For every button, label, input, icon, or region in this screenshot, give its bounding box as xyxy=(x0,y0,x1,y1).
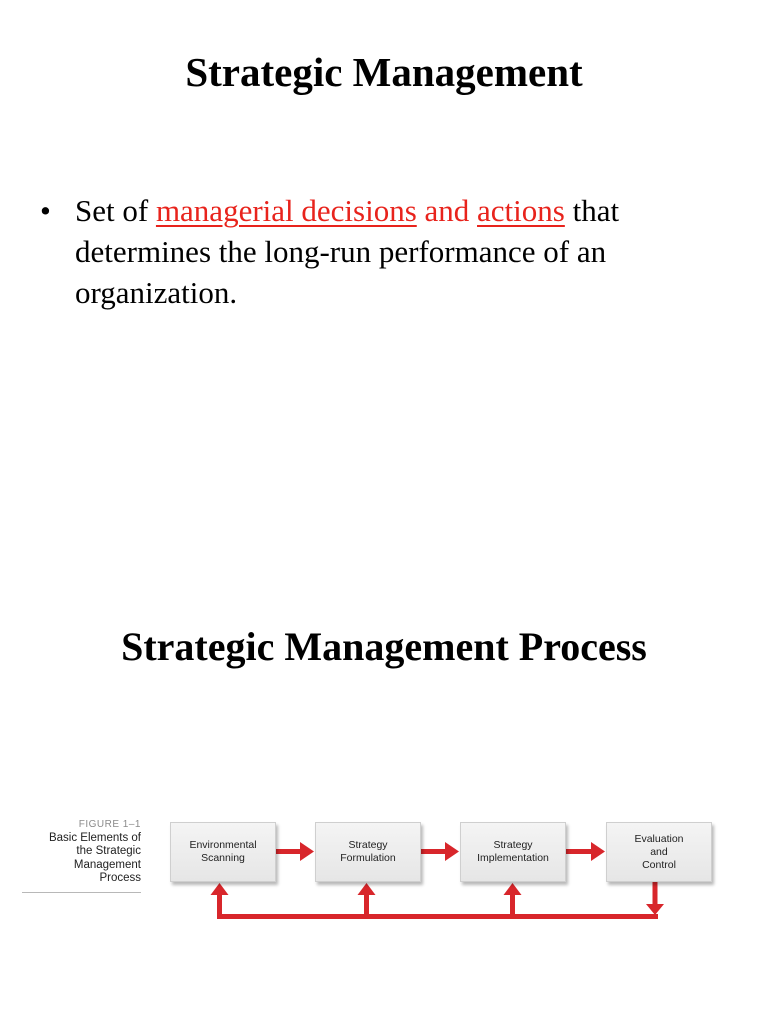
figure-caption-line-4: Process xyxy=(99,872,141,884)
arrow-scanning-to-formulation xyxy=(275,842,314,861)
bullet-space-2 xyxy=(469,193,477,228)
bullet-space-1 xyxy=(417,193,425,228)
figure-number: FIGURE 1–1 xyxy=(78,819,141,830)
bullet-item xyxy=(40,190,740,313)
section-title: Strategic Management Process xyxy=(121,624,647,669)
page-title: Strategic Management xyxy=(185,49,583,95)
highlight-managerial-decisions: managerial decisions xyxy=(155,193,417,228)
arrow-implementation-to-evaluation xyxy=(565,842,605,861)
step-evaluation-and-control: Evaluation and Control xyxy=(606,822,712,882)
figure-caption-line-1: Basic Elements of xyxy=(48,831,141,844)
highlight-actions: actions xyxy=(477,193,565,228)
step-environmental-scanning: Environmental Scanning xyxy=(170,822,276,882)
bullet-text-part-1: Set of xyxy=(75,193,156,228)
step-strategy-implementation: Strategy Implementation xyxy=(460,822,566,882)
bullet-text-part-4: that determines the long-run performance of an organization. xyxy=(75,193,620,310)
bullet-text xyxy=(75,190,740,313)
highlight-and: and xyxy=(424,193,470,228)
arrow-formulation-to-implementation xyxy=(420,842,459,861)
figure-caption-line-2: the Strategic xyxy=(76,845,141,857)
feedback-loop-arrows xyxy=(211,882,665,919)
figure-caption-line-3: Management xyxy=(73,858,141,871)
bullet-mark: • xyxy=(40,193,51,228)
step-strategy-formulation: Strategy Formulation xyxy=(315,822,421,882)
figure-caption xyxy=(22,818,141,893)
